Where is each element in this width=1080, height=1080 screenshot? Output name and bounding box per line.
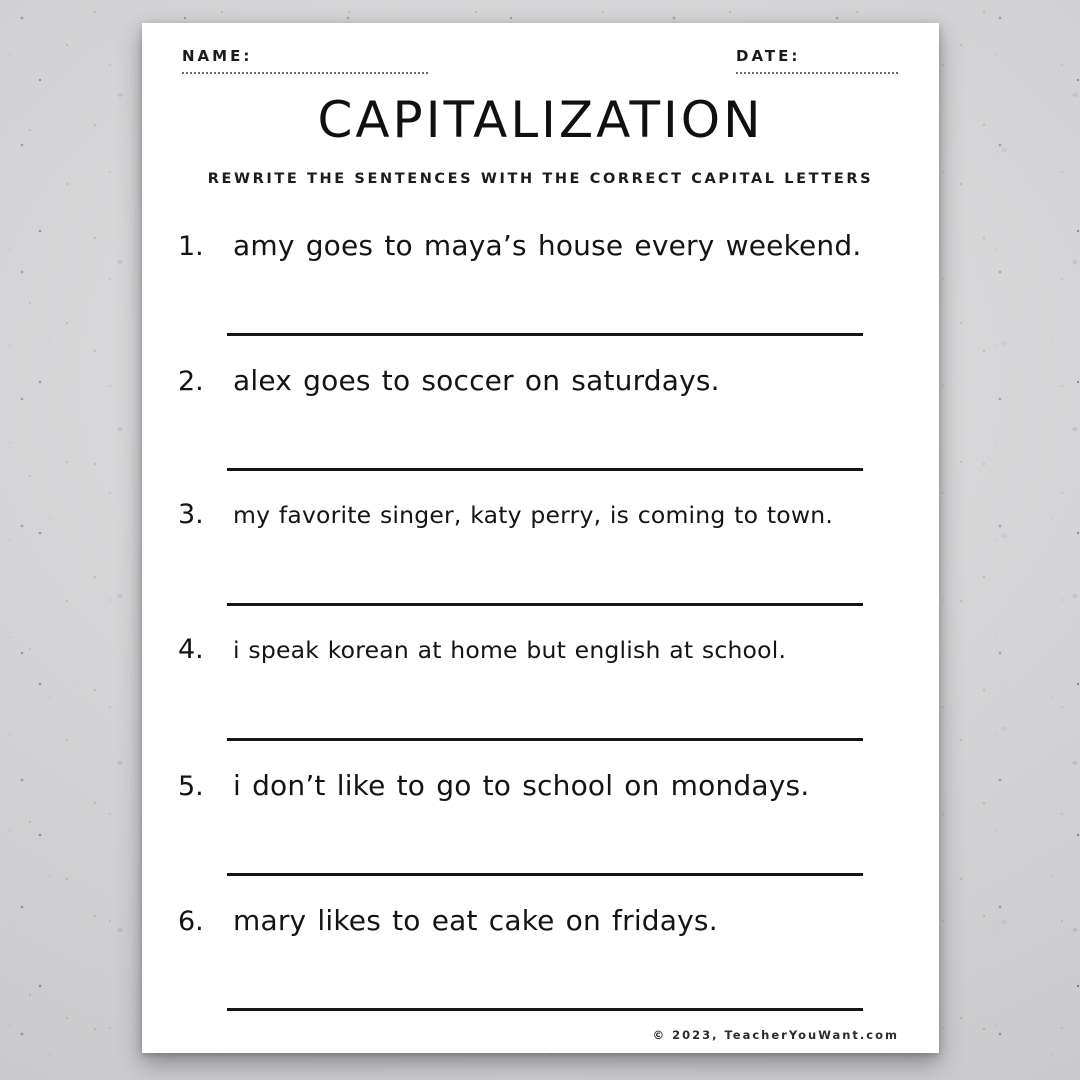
item-number: 2. [178, 366, 204, 397]
item-sentence: alex goes to soccer on saturdays. [233, 364, 720, 397]
answer-blank-line [227, 873, 863, 876]
answer-blank-line [227, 333, 863, 336]
item-number: 4. [178, 634, 204, 665]
worksheet-item [178, 364, 903, 499]
worksheet-item [178, 499, 903, 634]
worksheet-item [178, 229, 903, 364]
item-sentence: my favorite singer, katy perry, is coming to town. [233, 501, 834, 529]
item-sentence: mary likes to eat cake on fridays. [233, 904, 718, 937]
worksheet-page [142, 23, 939, 1053]
worksheet-item [178, 769, 903, 904]
item-sentence: i speak korean at home but english at school. [233, 636, 787, 664]
page-instructions: REWRITE THE SENTENCES WITH THE CORRECT CAPITAL LETTERS [207, 171, 874, 187]
name-label: NAME: [182, 47, 253, 65]
date-field [736, 47, 899, 74]
item-sentence: amy goes to maya’s house every weekend. [233, 229, 862, 262]
date-label: DATE: [736, 47, 801, 65]
worksheet-item [178, 904, 903, 1039]
item-number: 3. [178, 499, 204, 530]
date-blank-line [736, 72, 899, 74]
worksheet-item [178, 634, 903, 769]
answer-blank-line [227, 738, 863, 741]
item-number: 6. [178, 906, 204, 937]
sentence-row [178, 904, 903, 937]
sentence-list [178, 229, 903, 1039]
answer-blank-line [227, 1008, 863, 1011]
answer-blank-line [227, 468, 863, 471]
item-number: 5. [178, 771, 204, 802]
answer-blank-line [227, 603, 863, 606]
sentence-row [178, 364, 903, 397]
sentence-row [178, 634, 903, 665]
worksheet-header [182, 47, 899, 74]
copyright-footer: © 2023, TeacherYouWant.com [652, 1028, 899, 1042]
sentence-row [178, 229, 903, 262]
page-title: CAPITALIZATION [317, 91, 764, 149]
item-number: 1. [178, 231, 204, 262]
sentence-row [178, 499, 903, 530]
name-field [182, 47, 430, 74]
item-sentence: i don’t like to go to school on mondays. [233, 769, 810, 802]
name-blank-line [182, 72, 430, 74]
sentence-row [178, 769, 903, 802]
